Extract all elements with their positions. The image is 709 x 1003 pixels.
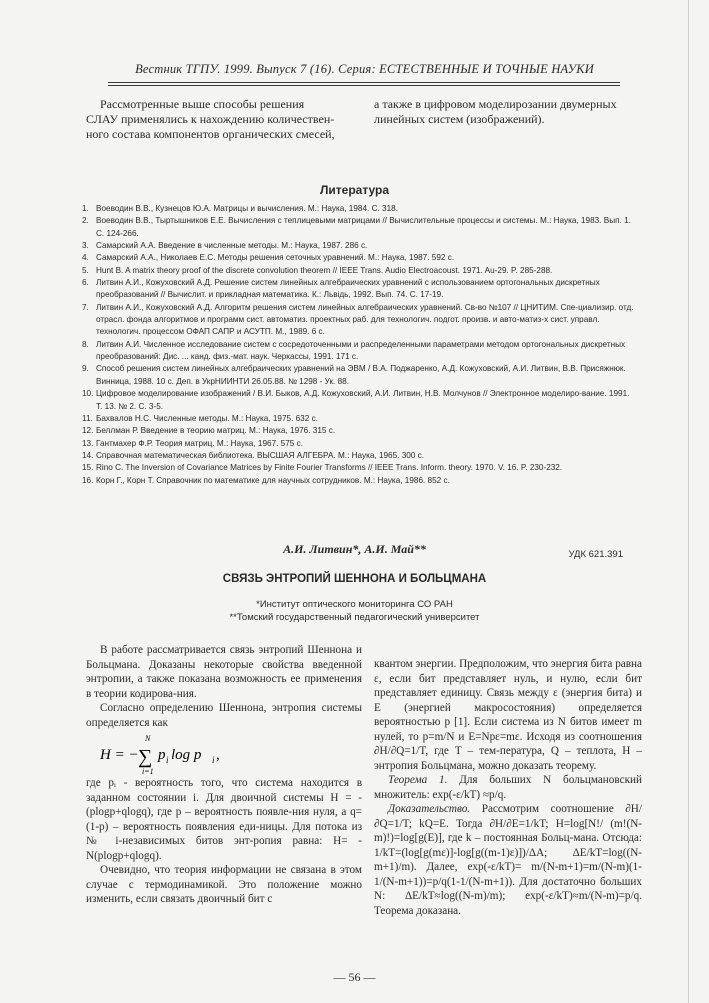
reference-item (82, 388, 638, 413)
reference-number: 15. (82, 463, 94, 473)
formula-log: log p (171, 747, 202, 763)
reference-number: 16. (82, 475, 94, 485)
formula-p: p (158, 747, 166, 763)
reference-text: Самарский А.А., Николаев Е.С. Методы решения сеточных уравнений. М.: Наука, 1987. 592 с. (96, 253, 455, 263)
reference-number: 10. (82, 389, 94, 399)
reference-item (82, 252, 638, 264)
reference-number: 8. (82, 339, 89, 349)
authors: А.И. Литвин*, А.И. Май** (283, 542, 426, 556)
reference-text: Корн Г., Корн Т. Справочник по математике для научных сотрудников. М.: Наука, 1986. 852 с. (96, 475, 450, 485)
sum-lower: i=1 (142, 767, 154, 776)
formula-svg (100, 732, 320, 776)
sum-symbol: ∑ (138, 746, 153, 768)
text-line: линейных систем (изображений). (374, 112, 545, 126)
reference-item (82, 438, 638, 450)
reference-number: 1. (82, 204, 89, 213)
reference-number: 13. (82, 438, 94, 448)
top-left-text (86, 97, 354, 142)
left-column (86, 643, 362, 907)
formula-tail: , (216, 747, 220, 763)
right-column (374, 657, 642, 918)
reference-text: Беллман Р. Введение в теорию матриц. М.: Наука, 1976. 315 с. (96, 426, 336, 436)
reference-item (82, 265, 638, 277)
reference-item (82, 413, 638, 425)
reference-text: Hunt B. A matrix theory proof of the discrete convolution theorem // IEEE Trans. Audio Electroacoust. 1971. Au-29. P. 285-288. (96, 265, 553, 275)
header-rule-2 (108, 85, 620, 86)
literature-heading: Литература (319, 183, 390, 197)
reference-number: 2. (82, 216, 89, 226)
page-number: — 56 — (333, 970, 376, 984)
reference-item (82, 450, 638, 462)
theorem-text: Для больших N больцмановский множитель: exp(-ε/kT) ≈p/q. (374, 774, 642, 801)
reference-number: 11. (82, 413, 93, 423)
formula-sub2: i (212, 755, 215, 765)
reference-item (82, 215, 638, 240)
reference-item (82, 339, 638, 364)
reference-text: Литвин А.И. Численное исследование систем с сосредоточенными и распределенными параметрами методом ортогональных дискретных преобразований: Дис. ... канд. физ.-мат. наук. Черкассы, 1991. 171 с. (96, 339, 626, 362)
text-line: Рассмотренные выше способы решения (100, 97, 305, 111)
reference-text: Rino C. The Inversion of Covariance Matrices by Finite Fourier Transforms // IEEE Trans. Inform. theory. 1970. V. 16. P. 230-232. (96, 463, 563, 473)
reference-text: Бахвалов Н.С. Численные методы. М.: Наука, 1975. 632 с. (96, 413, 318, 423)
text-line: ного состава компонентов органических смесей, (86, 127, 335, 141)
reference-item (82, 363, 638, 388)
theorem-label: Теорема 1. (388, 774, 448, 786)
article-title: СВЯЗЬ ЭНТРОПИЙ ШЕННОНА И БОЛЬЦМАНА (222, 573, 487, 585)
udk-code: УДК 621.391 (568, 549, 623, 560)
reference-item (82, 240, 638, 252)
reference-item (82, 277, 638, 302)
proof (374, 802, 642, 918)
formula-lhs: H = − (100, 747, 139, 763)
theorem (374, 773, 642, 802)
reference-text: Способ решения систем линейных алгебраических уравнений на ЭВМ / В.А. Поджаренко, А.Д. Кожуховский, А.И. Литвин, В.В. Присяжнюк. Винница, 1988. 10 с. Деп. в УкрНИИНТИ 26.05.88. № 1298 - Ук. 88. (96, 364, 626, 386)
reference-text: Литвин А.И., Кожуховский А.Д. Решение систем линейных алгебраических уравнений с использованием ортогональных дискретных преобразований // Вычислит. и прикладная математика. К.: Львідь, 1992. Вып. 74. С. 17-19. (96, 278, 600, 300)
text-line: а также в цифровом моделирозании двумерных (374, 97, 617, 111)
top-right-text (374, 97, 644, 127)
formula-sub: i (166, 755, 169, 765)
reference-number: 3. (82, 241, 89, 251)
reference-number: 12. (82, 426, 94, 436)
reference-item (82, 475, 638, 487)
reference-list (82, 203, 638, 487)
text-line: СЛАУ применялись к нахождению количествен- (86, 112, 335, 126)
proof-text: Рассмотрим соотношение ∂H/∂Q=1/T; kQ=E. Тогда ∂H/∂E=1/kT; H=log[N!/ (m!(N-m)!)=log[g(E)], где k – постоянная Больц-мана. Отсюда: 1/kT=(log[g(mε)]-log[g((m-1)ε)])/ΔA; ΔE/kT=log((N-m+1)/m). Далее, exp(-ε/kT)= m/(N-m+1)=m/(N-m)(1-1/(N-m+1))=p/q(1-1/(N-m+1)). Для достаточно больших N: ΔE/kT≈log((N-m)/m); exp(-ε/kT)≈m/(N-m)=p/q. Теорема доказана. (374, 803, 642, 917)
proof-label: Доказательство. (388, 803, 471, 815)
reference-text: Справочная математическая библиотека. ВЫСШАЯ АЛГЕБРА. М.: Наука, 1965. 300 с. (96, 450, 425, 460)
running-header: Вестник ТГПУ. 1999. Выпуск 7 (16). Серия: ЕСТЕСТВЕННЫЕ И ТОЧНЫЕ НАУКИ (135, 62, 594, 76)
reference-text: Литвин А.И., Кожуховский А.Д. Алгоритм решения систем линейных алгебраических уравнений. Св-во №107 // ЦНИТИМ. Спе-циализир. отд. отрасл. фонда алгоритмов и программ сист. автоматиз. проектных раб. для технологич. подгот. произв. и авто-матиз-х сист. управл. технологич. процессом ОФАП САПР и АСУТП. М., 1989. 6 с. (96, 302, 634, 337)
reference-item (82, 203, 638, 215)
paragraph: Очевидно, что теория информации не связана в этом случае с термодинамикой. Это положение можно изменить, если связать двоичный бит с (86, 864, 362, 905)
reference-text: Воеводин В.В., Кузнецов Ю.А. Матрицы и вычисления. М.: Наука, 1984. С. 318. (96, 204, 398, 213)
reference-item (82, 425, 638, 437)
reference-number: 4. (82, 253, 89, 263)
page-edge-shadow (688, 0, 689, 1003)
reference-number: 6. (82, 278, 89, 288)
paragraph: квантом энергии. Предположим, что энергия бита равна ε, если бит представляет нуль, и нулю, если бит представляет единицу. Связь между ε (энергия бита) и E (энергией макросостояния) определяется вероятностью p [1]. Если система из N битов имеет m нулей, то p=m/N и E=Npε=mε. Исходя из соотношения ∂H/∂Q=1/T, где T – тем-пература, Q – теплота, H – энтропия Больцмана, можно доказать теорему. (374, 658, 642, 772)
reference-text: Самарский А.А. Введение в численные методы. М.: Наука, 1987. 286 с. (96, 241, 368, 251)
entropy-formula (86, 730, 362, 776)
reference-item (82, 462, 638, 474)
reference-number: 5. (82, 265, 89, 275)
sum-upper: N (145, 734, 151, 743)
affiliation-1: *Институт оптического мониторинга СО РАН (256, 599, 453, 610)
paragraph: В работе рассматривается связь энтропий Шеннона и Больцмана. Доказаны некоторые свойства введенной энтропии, а также показана возможность ее применения в теории кодирова-ния. (86, 644, 362, 700)
reference-text: Воеводин В.В., Тыртышников Е.Е. Вычисления с теплицевыми матрицами // Вычислительные процессы и системы. М.: Наука, 1983. Вып. 1. С. 124-266. (96, 216, 631, 238)
reference-text: Цифровое моделирование изображений / В.И. Быков, А.Д. Кожуховский, А.И. Литвин, Н.В. Молчунов // Электронное моделиро-вание. 1991. Т. 13. № 2. С. 3-5. (96, 389, 630, 411)
header-rule (108, 82, 620, 83)
paragraph: где pᵢ - вероятность того, что система находится в заданном состоянии i. Для двоичной системы H = -(plogp+qlogq), где p – вероятность появле-ния нуля, a q=(1-p) – вероятность появления еди-ницы. Для потока из № i-независимых битов энт-ропия равна: H= -N(plogp+qlogq). (86, 777, 362, 862)
paragraph: Согласно определению Шеннона, энтропия системы определяется как (86, 702, 362, 729)
reference-item (82, 302, 638, 339)
reference-text: Гантмахер Ф.Р. Теория матриц. М.: Наука, 1967. 575 с. (96, 438, 303, 448)
reference-number: 14. (82, 450, 94, 460)
reference-number: 9. (82, 364, 89, 374)
reference-number: 7. (82, 302, 89, 312)
affiliation-2: **Томский государственный педагогический университет (229, 612, 480, 623)
